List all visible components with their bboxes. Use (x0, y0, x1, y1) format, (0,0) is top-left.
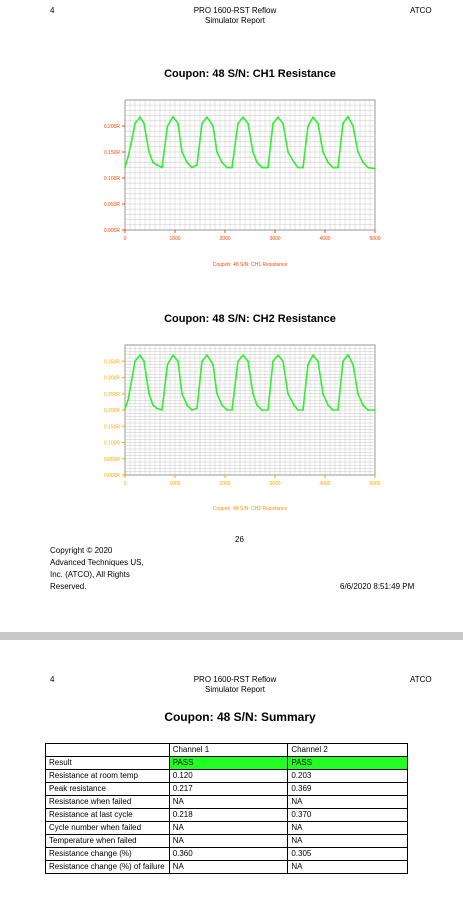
data-point (216, 393, 218, 395)
page-index: 26 (235, 535, 244, 544)
data-point (181, 151, 183, 153)
data-point (247, 123, 249, 125)
data-point (127, 156, 129, 158)
table-cell: 0.120 (169, 770, 288, 783)
table-cell: NA (288, 861, 408, 874)
x-tick-label: 4000 (319, 236, 331, 242)
table-header-cell: Channel 2 (288, 744, 408, 757)
row-label: Resistance change (%) of failure (46, 861, 170, 874)
report-title-line2: Simulator Report (204, 16, 266, 25)
table-cell: NA (169, 861, 288, 874)
table-cell: 0.360 (169, 848, 288, 861)
data-point (156, 164, 158, 166)
data-point (317, 360, 319, 362)
data-point (357, 151, 359, 153)
copyright-notice (50, 545, 144, 593)
x-tick-label: 5000 (369, 236, 381, 242)
data-point (297, 409, 299, 411)
data-point (196, 407, 198, 409)
data-point (317, 123, 319, 125)
row-label: Resistance change (%) (46, 848, 170, 861)
x-tick-label: 1000 (169, 236, 181, 242)
data-point (152, 404, 154, 406)
y-tick-label: 0.300R (103, 375, 120, 382)
y-tick-label: 0.100R (103, 176, 120, 182)
copyright-line: Reserved. (50, 582, 87, 591)
data-point (322, 393, 324, 395)
data-point (367, 409, 369, 411)
data-point (148, 393, 150, 395)
y-tick-label: 0.200R (103, 124, 120, 130)
data-point (252, 151, 254, 153)
row-label: Cycle number when failed (46, 822, 170, 835)
table-row (46, 848, 408, 861)
page-number: 4 (50, 6, 55, 15)
data-point (161, 167, 163, 169)
data-point (206, 116, 208, 118)
y-tick-label: 0.150R (103, 150, 120, 156)
data-point (342, 123, 344, 125)
y-tick-label: 0.100R (103, 440, 120, 447)
table-cell: 0.203 (288, 770, 408, 783)
row-label: Resistance at last cycle (46, 809, 170, 822)
data-point (134, 123, 136, 125)
copyright-line: Advanced Techniques US, (50, 558, 144, 567)
data-point (342, 360, 344, 362)
table-row (46, 861, 408, 874)
data-point (172, 354, 174, 356)
copyright-line: Copyright © 2020 (50, 546, 113, 555)
report-timestamp: 6/6/2020 8:51:49 PM (340, 582, 415, 591)
data-point (282, 360, 284, 362)
y-tick-label: 0.150R (103, 424, 120, 431)
data-point (186, 404, 188, 406)
data-point (212, 125, 214, 127)
table-cell: NA (288, 835, 408, 848)
report-title (180, 6, 290, 26)
data-point (172, 116, 174, 118)
data-point (322, 151, 324, 153)
table-cell: 0.217 (169, 783, 288, 796)
x-tick-label: 2000 (219, 481, 231, 487)
table-cell: 0.370 (288, 809, 408, 822)
data-point (282, 123, 284, 125)
data-point (272, 360, 274, 362)
x-tick-label: 0 (123, 481, 127, 487)
data-point (277, 354, 279, 356)
data-point (302, 409, 304, 411)
data-point (337, 409, 339, 411)
table-row (46, 822, 408, 835)
row-label: Result (46, 757, 170, 770)
data-point (231, 409, 233, 411)
data-point (362, 162, 364, 164)
x-tick-label: 1000 (169, 481, 181, 487)
data-point (293, 162, 295, 164)
data-point (327, 404, 329, 406)
data-point (337, 167, 339, 169)
data-point (374, 409, 376, 411)
data-point (201, 360, 203, 362)
data-point (206, 354, 208, 356)
data-point (167, 364, 169, 366)
chart1-title: Coupon: 48 S/N: CH1 Resistance (164, 68, 336, 80)
y-tick-label: 0.000R (103, 228, 120, 234)
table-cell (46, 744, 170, 757)
data-point (124, 408, 126, 410)
data-point (216, 151, 218, 153)
data-point (191, 409, 193, 411)
data-point (221, 162, 223, 164)
data-point (297, 167, 299, 169)
data-point (186, 162, 188, 164)
y-tick-label: 0.050R (103, 456, 120, 463)
data-point (124, 167, 126, 169)
data-point (252, 393, 254, 395)
data-point (357, 393, 359, 395)
table-header-row (46, 744, 408, 757)
data-point (242, 116, 244, 118)
data-point (161, 409, 163, 411)
data-point (272, 123, 274, 125)
data-point (261, 167, 263, 169)
page2-report-title (180, 675, 290, 695)
table-row (46, 835, 408, 848)
data-point (312, 116, 314, 118)
data-point (347, 116, 349, 118)
page-separator (0, 632, 463, 640)
data-point (242, 354, 244, 356)
data-point (156, 407, 158, 409)
data-point (134, 360, 136, 362)
data-point (256, 404, 258, 406)
table-row (46, 757, 408, 770)
company-name: ATCO (410, 6, 432, 15)
row-label: Resistance when failed (46, 796, 170, 809)
data-point (226, 167, 228, 169)
ch1-result-badge: PASS (169, 757, 288, 770)
summary-table (45, 743, 408, 874)
row-label: Resistance at room temp (46, 770, 170, 783)
data-point (148, 151, 150, 153)
x-tick-label: 2000 (219, 236, 231, 242)
page2-title-line1: PRO 1600-RST Reflow (193, 675, 277, 684)
data-point (327, 162, 329, 164)
row-label: Peak resistance (46, 783, 170, 796)
data-point (332, 409, 334, 411)
table-row (46, 796, 408, 809)
chart2-title: Coupon: 48 S/N: CH2 Resistance (164, 313, 336, 325)
data-point (237, 123, 239, 125)
summary-title: Coupon: 48 S/N: Summary (164, 710, 316, 724)
data-point (293, 404, 295, 406)
x-tick-label: 4000 (319, 481, 331, 487)
table-cell: NA (288, 796, 408, 809)
data-point (267, 409, 269, 411)
data-point (277, 116, 279, 118)
y-tick-label: 0.250R (103, 391, 120, 398)
data-point (143, 123, 145, 125)
table-cell: NA (288, 822, 408, 835)
data-point (130, 143, 132, 145)
data-point (307, 364, 309, 366)
table-row (46, 809, 408, 822)
data-point (231, 167, 233, 169)
data-point (287, 151, 289, 153)
data-point (347, 354, 349, 356)
table-cell: NA (169, 796, 288, 809)
data-point (256, 162, 258, 164)
data-point (352, 125, 354, 127)
data-point (267, 167, 269, 169)
page2-company-name: ATCO (410, 675, 432, 684)
data-point (196, 164, 198, 166)
data-point (332, 167, 334, 169)
table-cell: 0.369 (288, 783, 408, 796)
table-cell: 0.305 (288, 848, 408, 861)
y-tick-label: 0.050R (103, 202, 120, 208)
x-tick-label: 5000 (369, 481, 381, 487)
data-point (374, 168, 376, 170)
table-cell: NA (169, 822, 288, 835)
page2-title-line2: Simulator Report (204, 685, 266, 694)
data-point (152, 162, 154, 164)
table-header-cell: Channel 1 (169, 744, 288, 757)
ch1-chart (70, 95, 400, 275)
x-tick-label: 0 (123, 236, 127, 242)
data-point (226, 409, 228, 411)
table-cell: 0.218 (169, 809, 288, 822)
page2-number: 4 (50, 675, 55, 684)
ch2-result-badge: PASS (288, 757, 408, 770)
y-tick-label: 0.350R (103, 359, 120, 366)
data-point (167, 125, 169, 127)
data-point (201, 123, 203, 125)
ch2-chart (70, 340, 400, 520)
row-label: Temperature when failed (46, 835, 170, 848)
data-point (261, 409, 263, 411)
data-point (181, 393, 183, 395)
data-point (221, 404, 223, 406)
data-point (302, 167, 304, 169)
x-tick-label: 3000 (269, 481, 281, 487)
y-tick-label: 0.000R (103, 473, 120, 479)
chart2-caption: Coupon: 48 S/N: CH2 Resistance (212, 506, 288, 512)
data-point (287, 393, 289, 395)
data-point (130, 383, 132, 385)
data-point (191, 167, 193, 169)
data-point (143, 360, 145, 362)
table-row (46, 783, 408, 796)
data-point (139, 116, 141, 118)
x-tick-label: 3000 (269, 236, 281, 242)
data-point (362, 404, 364, 406)
data-point (177, 360, 179, 362)
data-point (212, 364, 214, 366)
data-point (139, 354, 141, 356)
chart1-caption: Coupon: 48 S/N: CH1 Resistance (212, 262, 288, 268)
copyright-line: Inc. (ATCO), All Rights (50, 570, 130, 579)
report-title-line1: PRO 1600-RST Reflow (193, 6, 277, 15)
data-point (352, 364, 354, 366)
data-point (307, 125, 309, 127)
data-point (312, 354, 314, 356)
table-row (46, 770, 408, 783)
data-point (177, 123, 179, 125)
data-point (237, 360, 239, 362)
data-point (127, 399, 129, 401)
data-point (247, 360, 249, 362)
data-point (367, 167, 369, 169)
table-cell: NA (169, 835, 288, 848)
y-tick-label: 0.200R (103, 408, 120, 414)
